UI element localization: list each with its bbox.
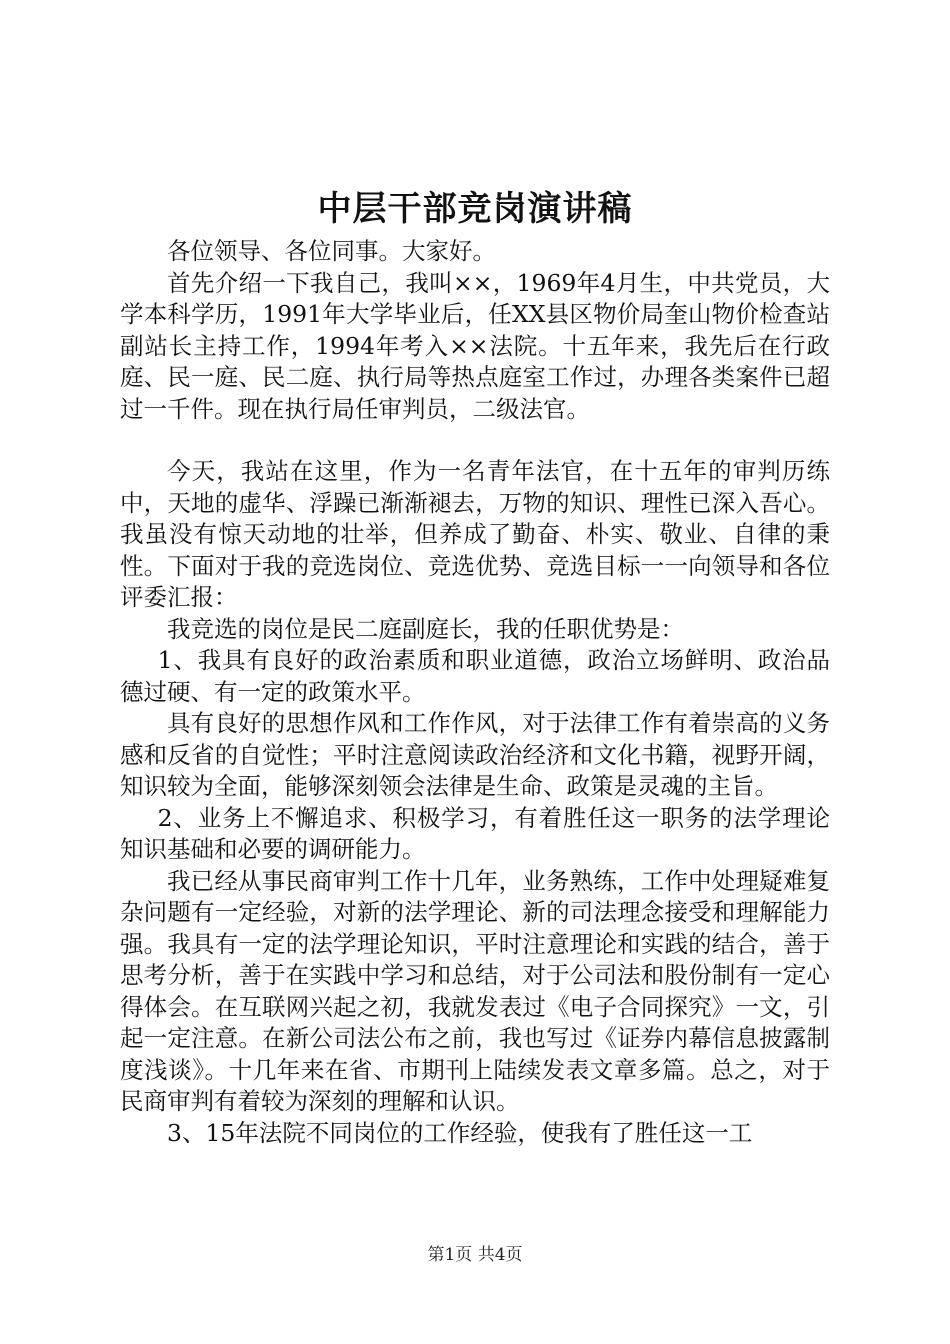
document-title: 中层干部竞岗演讲稿	[317, 189, 633, 229]
paragraph-position: 我竞选的岗位是民二庭副庭长，我的任职优势是：	[167, 614, 684, 643]
paragraph-experience: 我已经从事民商审判工作十几年，业务熟练，工作中处理疑难复杂问题有一定经验，对新的法学理论、新的司法理念接受和理解能力强。我具有一定的法学理论知识，平时注意理论和实践的结合，善于思考分析，善于在实践中学习和总结，对于公司法和股份制有一定心得体会。在互联网兴起之初，我就发表过《电子合同探究》一文，引起一定注意。在新公司法公布之前，我也写过《证券内幕信息披露制度浅谈》。十几年来在省、市期刊上陆续发表文章多篇。总之，对于民商审判有着较为深刻的理解和认识。	[120, 866, 830, 1115]
document-body	[120, 236, 830, 1149]
paragraph-greeting: 各位领导、各位同事。大家好。	[167, 237, 496, 265]
paragraph-work-style: 具有良好的思想作风和工作作风，对于法律工作有着崇高的义务感和反省的自觉性；平时注意阅读政治经济和文化书籍，视野开阔，知识较为全面，能够深刻领会法律是生命、政策是灵魂的主旨。	[120, 709, 830, 800]
paragraph-point-3: 3、15年法院不同岗位的工作经验，使我有了胜任这一工	[167, 1118, 753, 1147]
paragraph-today: 今天，我站在这里，作为一名青年法官，在十五年的审判历练中，天地的虚华、浮躁已渐渐褪去，万物的知识、理性已深入吾心。我虽没有惊天动地的壮举，但养成了勤奋、朴实、敬业、自律的秉性。下面对于我的竞选岗位、竞选优势、竞选目标一一向领导和各位评委汇报：	[120, 457, 830, 611]
paragraph-point-1: 1、我具有良好的政治素质和职业道德，政治立场鲜明、政治品德过硬、有一定的政策水平。	[120, 646, 830, 706]
page-footer: 第1页 共4页	[427, 1245, 523, 1265]
paragraph-point-2: 2、业务上不懈追求、积极学习，有着胜任这一职务的法学理论知识基础和必要的调研能力。	[120, 803, 830, 863]
paragraph-self-introduction: 首先介绍一下我自己，我叫××，1969年4月生，中共党员，大学本科学历，1991年大学毕业后，任XX县区物价局奎山物价检查站副站长主持工作，1994年考入××法院。十五年来，我先后在行政庭、民一庭、民二庭、执行局等热点庭室工作过，办理各类案件已超过一千件。现在执行局任审判员，二级法官。	[120, 268, 830, 423]
